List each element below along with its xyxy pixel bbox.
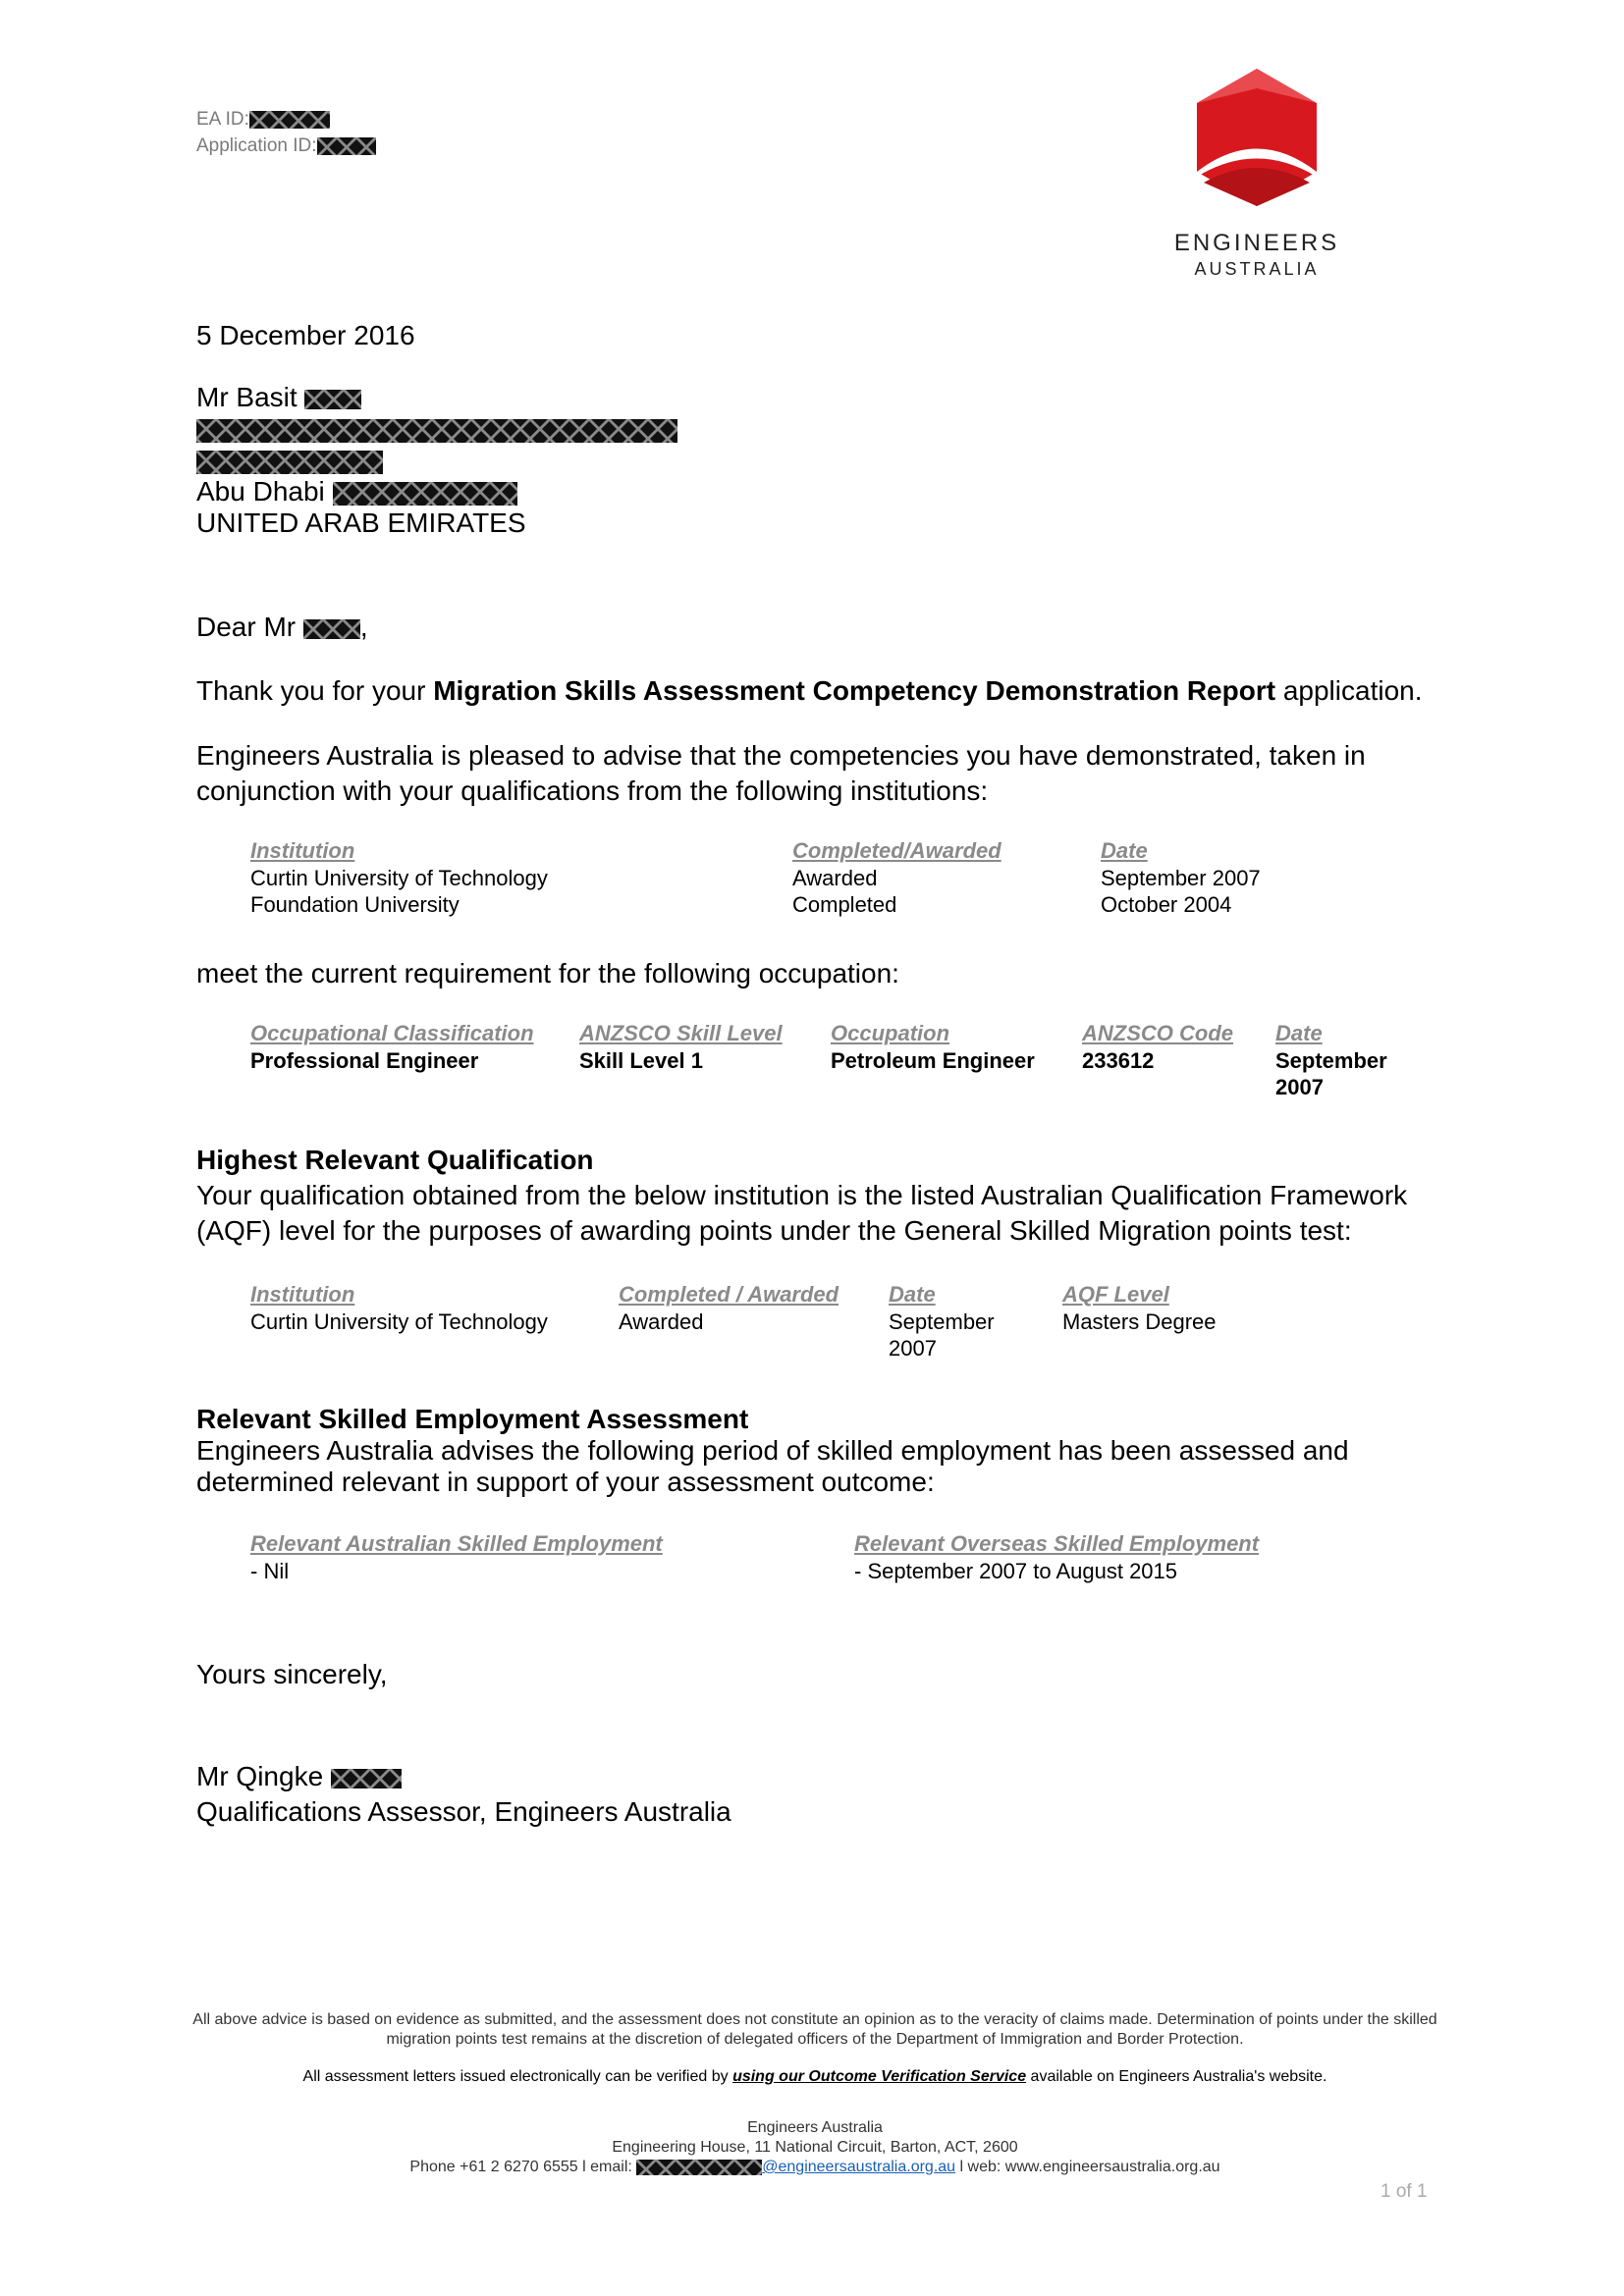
footer-verification (191, 2067, 1438, 2087)
recipient-name-line (196, 382, 677, 413)
footer-web: l web: www.engineersaustralia.org.au (955, 2159, 1220, 2175)
table-cell: Awarded (792, 866, 878, 890)
table-cell: Masters Degree (1062, 1309, 1217, 1334)
hrq-heading: Highest Relevant Qualification (196, 1145, 594, 1175)
footer-org-address: Engineering House, 11 National Circuit, Barton, ACT, 2600 (612, 2139, 1018, 2156)
table-cell: Skill Level 1 (579, 1048, 703, 1073)
employment-table (250, 1531, 1330, 1586)
redaction-salutation-name (303, 619, 360, 639)
reference-ids (196, 106, 376, 159)
col-header-occupational-classification: Occupational Classification (250, 1021, 534, 1045)
salutation-comma: , (359, 612, 368, 642)
table-cell: Foundation University (250, 892, 460, 917)
table-cell: September 2007 (1275, 1048, 1387, 1099)
col-header-aqf-level: AQF Level (1062, 1282, 1169, 1307)
closing: Yours sincerely, (196, 1659, 388, 1689)
signatory-name-line (196, 1759, 731, 1794)
intro-before: Thank you for your (196, 675, 434, 706)
col-header-anzsco-skill-level: ANZSCO Skill Level (579, 1021, 783, 1045)
table-cell: - Nil (250, 1559, 290, 1583)
rsea-heading: Relevant Skilled Employment Assessment (196, 1404, 749, 1434)
col-header-institution: Institution (250, 838, 355, 863)
recipient-country: UNITED ARAB EMIRATES (196, 507, 526, 538)
col-header-completed-awarded: Completed/Awarded (792, 838, 1001, 863)
redaction-signatory-surname (331, 1769, 402, 1789)
footer-org-name: Engineers Australia (747, 2119, 883, 2136)
logo-text-engineers: ENGINEERS (1173, 230, 1340, 256)
table-cell: September 2007 (1101, 866, 1261, 890)
footer-disclaimer: All above advice is based on evidence as submitted, and the assessment does not constitute an opinion as to the veracity of claims made. Determination of points under the skilled migration points test remains at the discretion of delegated officers of the Department of Immigration and Border Protection. (192, 2011, 1437, 2048)
verification-text-before: All assessment letters issued electronically can be verified by (302, 2068, 733, 2085)
col-header-date: Date (1275, 1021, 1323, 1045)
col-header-completed-awarded: Completed / Awarded (619, 1282, 839, 1307)
col-header-date: Date (1101, 838, 1148, 863)
table-cell: Completed (792, 892, 897, 917)
footer-phone: Phone +61 2 6270 6555 l email: (409, 2159, 637, 2175)
footer-contact (191, 2118, 1438, 2177)
table-cell: 233612 (1082, 1048, 1155, 1073)
ea-id-line (196, 106, 376, 133)
signatory-block (196, 1759, 731, 1830)
redaction-email-user (636, 2160, 762, 2175)
application-id-label: Application ID: (196, 135, 317, 156)
redaction-city-detail (333, 482, 517, 506)
redaction-ea-id (249, 111, 330, 129)
hrq-text: Your qualification obtained from the below institution is the listed Australian Qualification Framework (AQF) level for the purposes of awarding points under the General Skilled Migration points test: (196, 1180, 1408, 1246)
redaction-surname (304, 390, 361, 409)
signatory-name: Mr Qingke (196, 1761, 324, 1791)
outcome-verification-link[interactable]: using our Outcome Verification Service (732, 2068, 1027, 2085)
redaction-address-line-1 (196, 413, 677, 445)
table-cell: - September 2007 to August 2015 (854, 1559, 1178, 1583)
recipient-address (196, 382, 677, 539)
redaction-address-line-2 (196, 445, 677, 476)
institutions-table (250, 838, 1429, 923)
col-header-date: Date (889, 1282, 936, 1307)
table-cell: Curtin University of Technology (250, 1309, 548, 1334)
intro-after: application. (1275, 675, 1423, 706)
intro-paragraph (196, 673, 1434, 709)
recipient-name: Mr Basit (196, 382, 298, 412)
hrq-table (250, 1282, 1330, 1362)
col-header-anzsco-code: ANZSCO Code (1082, 1021, 1233, 1045)
salutation (196, 610, 368, 645)
salutation-prefix: Dear Mr (196, 612, 297, 642)
recipient-city: Abu Dhabi (196, 476, 325, 507)
col-header-institution: Institution (250, 1282, 355, 1307)
application-id-line (196, 133, 376, 159)
occupation-table (250, 1021, 1429, 1109)
table-cell: Awarded (619, 1309, 704, 1334)
logo-text-australia: AUSTRALIA (1194, 259, 1320, 279)
col-header-overseas-employment: Relevant Overseas Skilled Employment (854, 1531, 1260, 1556)
table-cell: Curtin University of Technology (250, 866, 548, 890)
col-header-occupation: Occupation (831, 1021, 950, 1045)
ea-id-label: EA ID: (196, 109, 249, 130)
footer-contact-line (191, 2158, 1438, 2177)
signatory-title: Qualifications Assessor, Engineers Australia (196, 1796, 731, 1827)
col-header-australian-employment: Relevant Australian Skilled Employment (250, 1531, 663, 1556)
verification-text-after: available on Engineers Australia's website. (1026, 2068, 1327, 2085)
advise-paragraph: Engineers Australia is pleased to advise that the competencies you have demonstrated, taken in conjunction with your qualifications from the following institutions: (196, 740, 1366, 806)
engineers-australia-logo (1159, 67, 1355, 283)
rsea-text: Engineers Australia advises the following period of skilled employment has been assessed and determined relevant in support of your assessment outcome: (196, 1435, 1349, 1497)
redaction-application-id (317, 137, 376, 155)
page-number: 1 of 1 (1380, 2181, 1428, 2202)
table-cell: October 2004 (1101, 892, 1232, 917)
hexagon-logo-icon (1159, 67, 1355, 214)
footer-email-link[interactable]: @engineersaustralia.org.au (762, 2159, 956, 2175)
table-cell: Petroleum Engineer (831, 1048, 1035, 1073)
recipient-city-line (196, 476, 677, 507)
table-cell: September 2007 (889, 1309, 995, 1361)
table-cell: Professional Engineer (250, 1048, 479, 1073)
intro-application-name: Migration Skills Assessment Competency Demonstration Report (433, 675, 1276, 706)
occupation-intro: meet the current requirement for the following occupation: (196, 958, 899, 988)
letter-date: 5 December 2016 (196, 320, 415, 350)
